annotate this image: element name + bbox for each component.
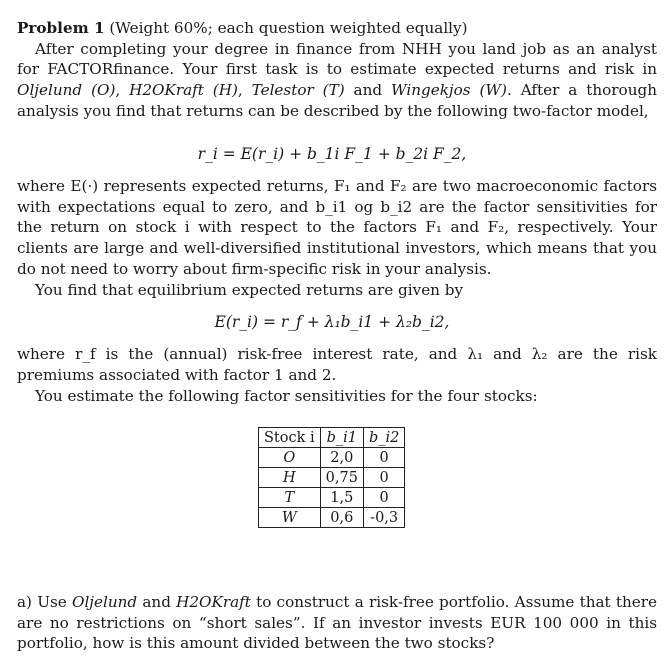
cell-stock: H	[259, 468, 321, 488]
problem-weight: (Weight 60%; each question weighted equally)	[109, 19, 468, 37]
intro-and: and	[344, 81, 392, 100]
header-b1: b_i1	[320, 428, 363, 448]
question-a-text-2: and	[137, 593, 177, 611]
question-a	[17, 592, 657, 654]
intro-text-start: After completing your degree in finance from NHH you land job as an analyst for FACTORfinance. Your first task is to estimate expected returns and risk in	[17, 39, 657, 79]
table-row	[259, 448, 405, 468]
cell-b2: 0	[363, 488, 404, 508]
question-a-stock-2: H2OKraft	[176, 593, 251, 611]
question-a-text-3: to construct a risk-free portfolio. Assume that there are no restrictions on “short sales”. If an investor invests EUR 100 000 in this portfolio, how is this amount divided between the two stocks?	[17, 593, 657, 653]
stock-oljelund: Oljelund (O)	[17, 81, 116, 100]
table-row	[259, 508, 405, 528]
question-a-stock-1: Oljelund	[72, 593, 138, 611]
header-b2: b_i2	[363, 428, 404, 448]
cell-b2: -0,3	[363, 508, 404, 528]
cell-b1: 0,6	[320, 508, 363, 528]
question-a-text-1: Use	[31, 593, 72, 611]
cell-b2: 0	[363, 468, 404, 488]
cell-b1: 2,0	[320, 448, 363, 468]
table-header-row	[259, 428, 405, 448]
stock-telestor: Telestor (T)	[251, 81, 345, 100]
sensitivities-intro: You estimate the following factor sensitivities for the four stocks:	[35, 387, 538, 405]
cell-b1: 0,75	[320, 468, 363, 488]
equilibrium-equation: E(r_i) = r_f + λ₁b_i1 + λ₂b_i2,	[214, 313, 450, 331]
question-a-label: a)	[17, 593, 32, 611]
cell-b1: 1,5	[320, 488, 363, 508]
two-factor-model-equation: r_i = E(r_i) + b_1i F_1 + b_2i F_2,	[197, 145, 467, 163]
table-row	[259, 488, 405, 508]
stock-wingekjos: Wingekjos (W)	[391, 81, 507, 100]
cell-stock: W	[259, 508, 321, 528]
cell-b2: 0	[363, 448, 404, 468]
cell-stock: O	[259, 448, 321, 468]
cell-stock: T	[259, 488, 321, 508]
table-row	[259, 468, 405, 488]
risk-free-paragraph: where r_f is the (annual) risk-free interest rate, and λ₁ and λ₂ are the risk premiums associated with factor 1 and 2.	[17, 345, 657, 384]
problem-title: Problem 1	[17, 19, 105, 37]
stock-h2okraft: H2OKraft (H)	[129, 81, 238, 100]
header-stock: Stock i	[259, 428, 321, 448]
intro-paragraph: Problem 1 (Weight 60%; each question weighted equally) After completing your degree in finance from NHH you land job as an analyst for FACTORfinance. Your first task is to estimate expected returns and risk in Oljelund (O), H2OKraft (H), Telestor (T) and Wingekjos (W). After a thorough analysis you find that returns can be described by the following two-factor model,	[17, 19, 657, 120]
intro-text-end: . After a thorough analysis you find that returns can be described by the following two-factor model,	[17, 81, 657, 120]
equilibrium-intro: You find that equilibrium expected returns are given by	[35, 281, 464, 299]
definitions-paragraph: where E(·) represents expected returns, F₁ and F₂ are two macroeconomic factors with expectations equal to zero, and b_i1 og b_i2 are the factor sensitivities for the return on stock i with respect to the factors F₁ and F₂, respectively. Your clients are large and well-diversified institutional investors, which means that you do not need to worry about firm-specific risk in your analysis.	[17, 177, 657, 278]
factor-sensitivity-table	[258, 427, 405, 528]
